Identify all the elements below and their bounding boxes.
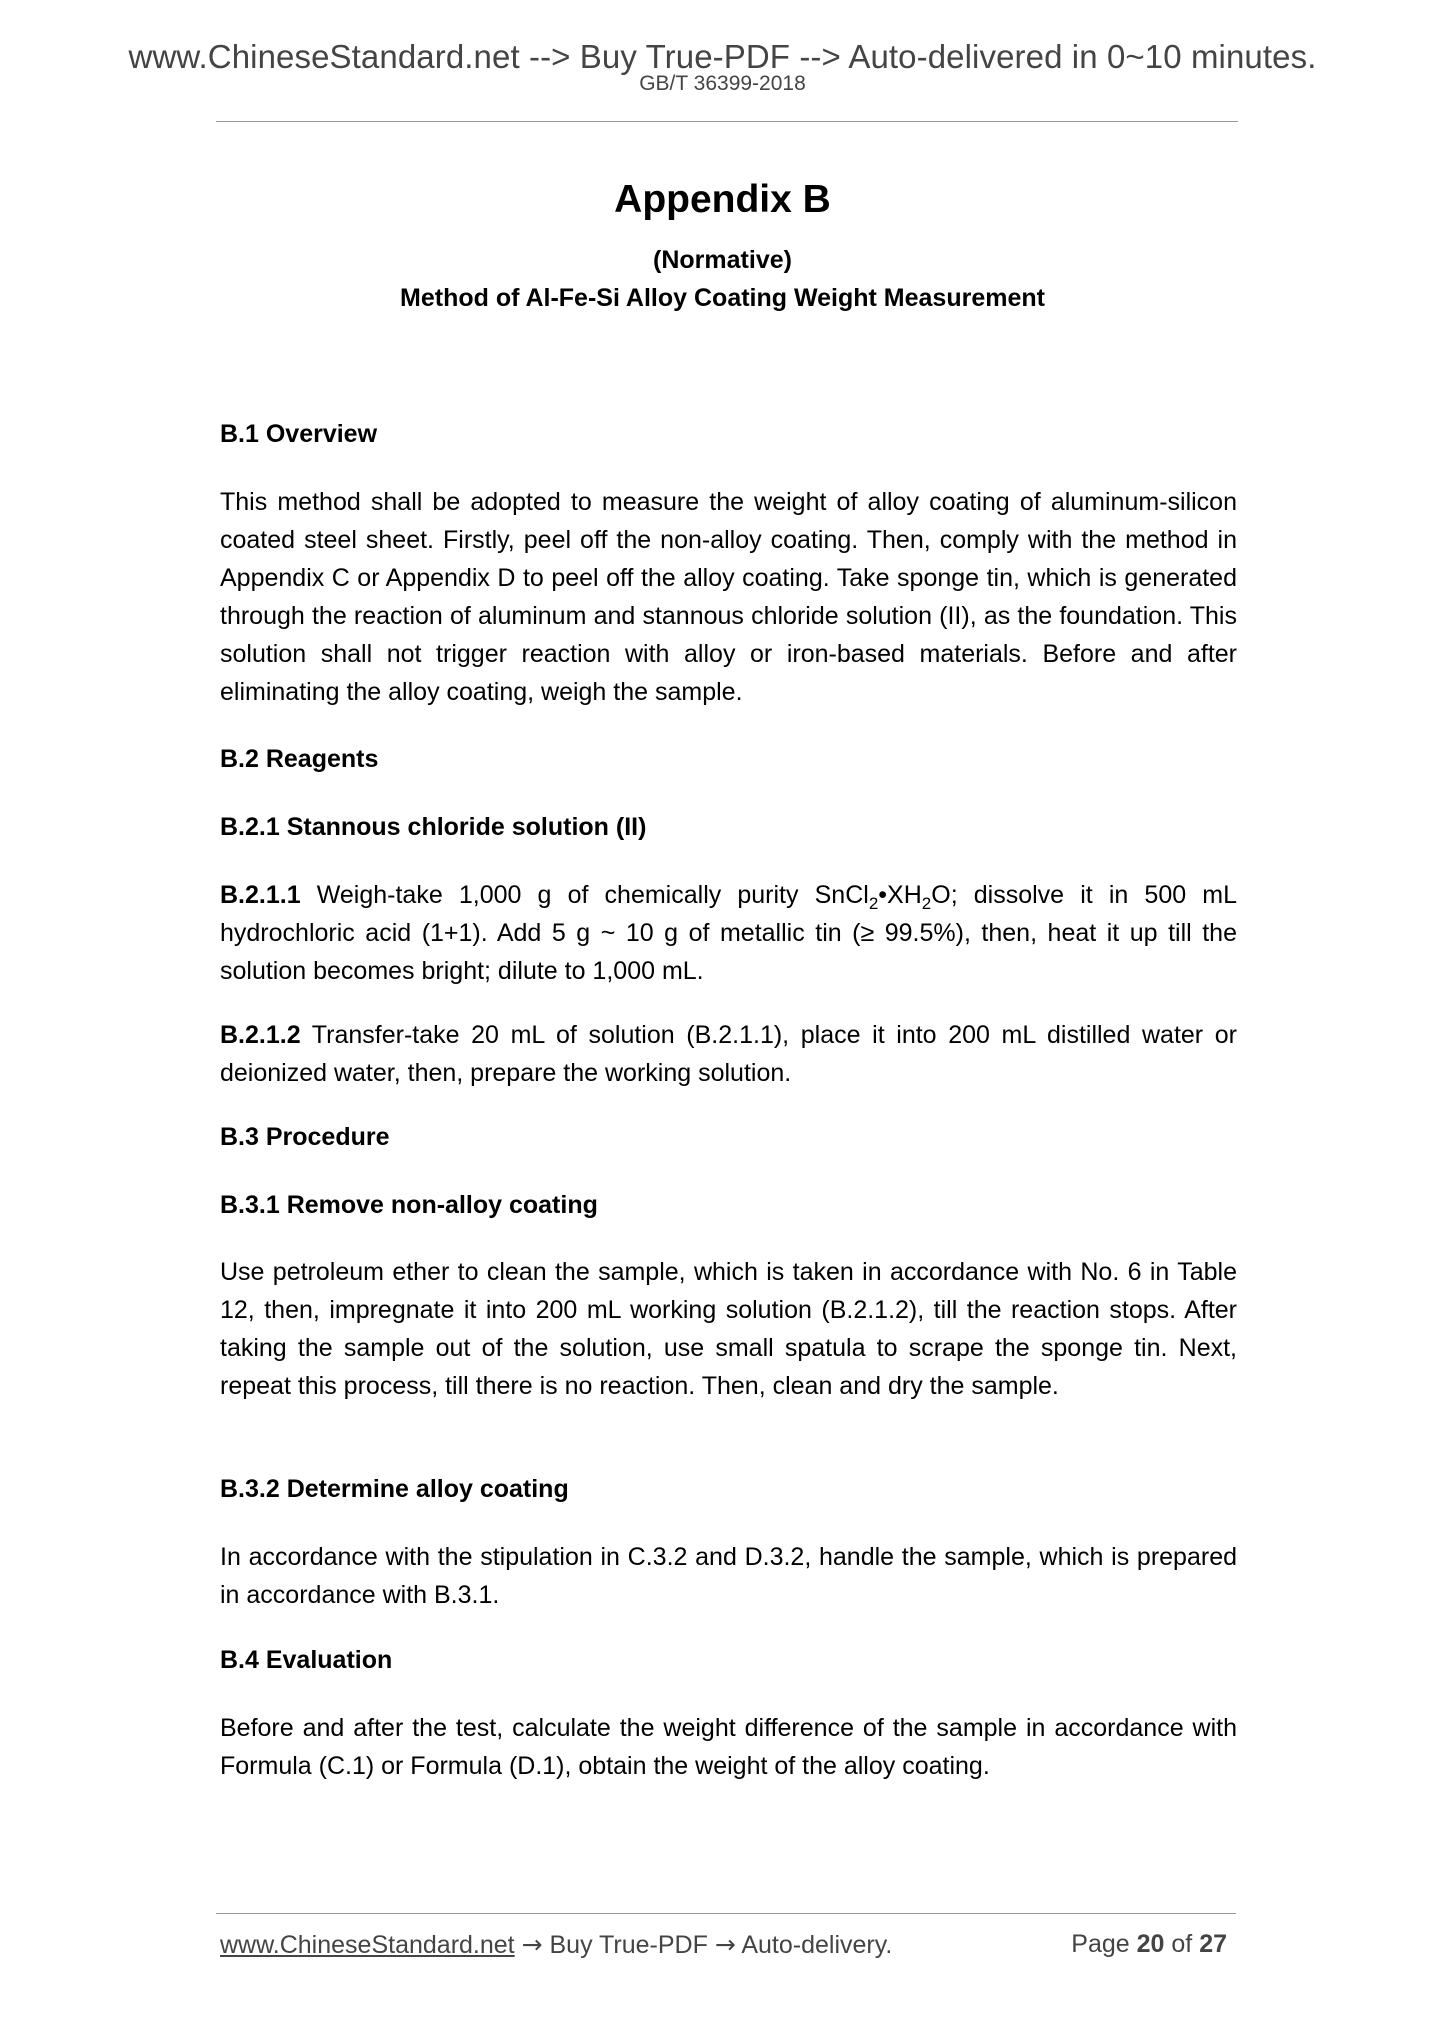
section-b211-text-b: •XH [878, 881, 922, 909]
header-banner[interactable]: www.ChineseStandard.net --> Buy True-PDF --> Auto-delivered in 0~10 minutes. [128, 38, 1317, 75]
section-b21-heading: B.2.1 Stannous chloride solution (II) [220, 813, 647, 841]
standard-number: GB/T 36399-2018 [639, 72, 806, 95]
page-footer [220, 1930, 1237, 1960]
section-b1-text: This method shall be adopted to measure the weight of alloy coating of aluminum-silicon coated steel sheet. Firstly, peel off the non-alloy coating. Then, comply with the method in Appendix C or Appendix D to peel off the alloy coating. Take sponge tin, which is generated through the reaction of aluminum and stannous chloride solution (II), as the foundation. This solution shall not trigger reaction with alloy or iron-based materials. Before and after eliminating the alloy coating, weigh the sample. [220, 488, 1237, 706]
subscript-2: 2 [868, 894, 879, 913]
section-b2-heading: B.2 Reagents [220, 745, 379, 773]
section-b32-heading: B.3.2 Determine alloy coating [220, 1475, 569, 1503]
section-b212-paragraph [220, 1016, 1237, 1092]
footer-buy-text: Buy True-PDF [549, 1931, 708, 1959]
appendix-type: (Normative) [653, 246, 792, 274]
section-b211-text-c: O; dissolve it in 500 mL hydrochloric acid (1+1). Add 5 g ~ 10 g of metallic tin (≥ 99.5%), then, heat it up till the solution becomes bright; dilute to 1,000 mL. [220, 881, 1237, 985]
footer-delivery-text: Auto-delivery. [741, 1931, 893, 1959]
page-total: 27 [1199, 1930, 1227, 1958]
section-b211-paragraph [220, 876, 1237, 990]
section-b32-text: In accordance with the stipulation in C.3.2 and D.3.2, handle the sample, which is prepared in accordance with B.3.1. [220, 1543, 1237, 1609]
section-b4-heading: B.4 Evaluation [220, 1646, 393, 1674]
page-label: Page [1071, 1930, 1130, 1958]
section-b212-label: B.2.1.2 [220, 1021, 301, 1049]
section-b211-text-a: Weigh-take 1,000 g of chemically purity SnCl [300, 881, 869, 909]
header-divider [216, 121, 1238, 122]
arrow-right-icon: → [714, 1930, 736, 1959]
section-b211-label: B.2.1.1 [220, 881, 301, 909]
section-b31-heading: B.3.1 Remove non-alloy coating [220, 1191, 598, 1219]
page-number [1071, 1930, 1227, 1959]
section-b212-text: Transfer-take 20 mL of solution (B.2.1.1), place it into 200 mL distilled water or deionized water, then, prepare the working solution. [220, 1021, 1237, 1087]
appendix-title: Appendix B [614, 178, 831, 221]
section-b3-heading: B.3 Procedure [220, 1123, 390, 1151]
section-b31-text: Use petroleum ether to clean the sample, which is taken in accordance with No. 6 in Table 12, then, impregnate it into 200 mL working solution (B.2.1.2), till the reaction stops. After taking the sample out of the solution, use small spatula to scrape the sponge tin. Next, repeat this process, till there is no reaction. Then, clean and dry the sample. [220, 1258, 1237, 1400]
section-b1-heading: B.1 Overview [220, 420, 378, 448]
footer-divider [216, 1913, 1236, 1914]
arrow-right-icon: → [521, 1930, 543, 1959]
section-b4-text: Before and after the test, calculate the weight difference of the sample in accordance with Formula (C.1) or Formula (D.1), obtain the weight of the alloy coating. [220, 1714, 1237, 1780]
footer-site-link[interactable]: www.ChineseStandard.net [220, 1931, 515, 1959]
page-of: of [1171, 1930, 1193, 1958]
subscript-2: 2 [921, 894, 932, 913]
appendix-subtitle: Method of Al-Fe-Si Alloy Coating Weight Measurement [400, 284, 1045, 312]
page-current: 20 [1136, 1930, 1165, 1958]
